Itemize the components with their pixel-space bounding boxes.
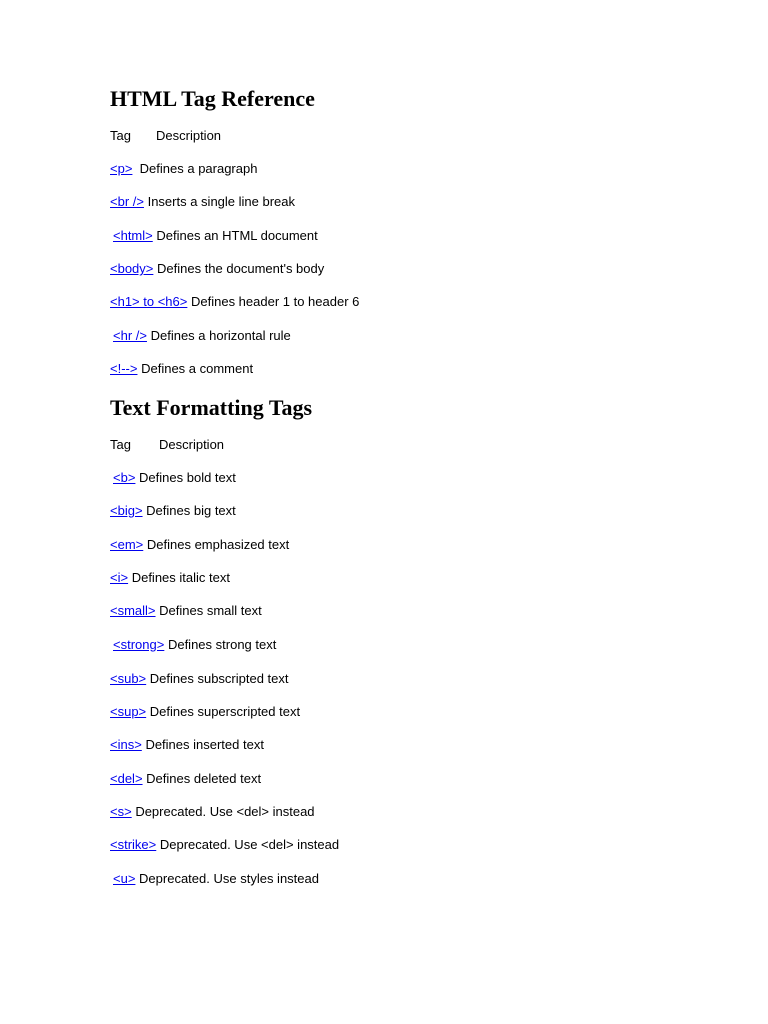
tag-link[interactable]: <b> xyxy=(113,470,136,485)
tag-row xyxy=(110,227,318,245)
tag-link[interactable]: <sup> xyxy=(110,704,147,719)
tag-row xyxy=(110,736,264,754)
tag-link[interactable]: <strong> xyxy=(113,637,165,652)
tag-row xyxy=(110,670,289,688)
tag-link[interactable]: <p> xyxy=(110,161,133,176)
tag-link[interactable]: <big> xyxy=(110,503,143,518)
tag-link[interactable]: <h1> to <h6> xyxy=(110,294,188,309)
tag-description: Defines deleted text xyxy=(146,771,262,786)
tag-link[interactable]: <sub> xyxy=(110,671,147,686)
tag-row xyxy=(110,193,295,211)
tag-row xyxy=(110,160,257,178)
tag-description: Defines superscripted text xyxy=(149,704,301,719)
tag-row xyxy=(110,360,253,378)
tag-description: Deprecated. Use styles instead xyxy=(139,871,319,886)
tag-description: Deprecated. Use <del> instead xyxy=(135,804,315,819)
column-header-tag: Tag xyxy=(110,437,131,452)
column-header-description: Description xyxy=(156,128,222,143)
tag-row xyxy=(110,602,262,620)
column-header-row xyxy=(110,127,221,145)
column-header-row xyxy=(110,436,224,454)
tag-description: Defines a horizontal rule xyxy=(150,328,291,343)
tag-description: Defines header 1 to header 6 xyxy=(190,294,360,309)
column-header-tag: Tag xyxy=(110,128,131,143)
tag-row xyxy=(110,870,319,888)
tag-description: Defines small text xyxy=(159,603,262,618)
tag-row xyxy=(110,703,300,721)
tag-link[interactable]: <em> xyxy=(110,537,144,552)
tag-description: Defines emphasized text xyxy=(146,537,290,552)
tag-row xyxy=(110,803,315,821)
tag-link[interactable]: <html> xyxy=(113,228,153,243)
tag-description: Defines subscripted text xyxy=(149,671,289,686)
tag-row xyxy=(110,770,261,788)
tag-link[interactable]: <body> xyxy=(110,261,154,276)
tag-description: Defines bold text xyxy=(139,470,236,485)
tag-description: Defines a comment xyxy=(141,361,254,376)
tag-link[interactable]: <br /> xyxy=(110,194,144,209)
tag-description: Defines an HTML document xyxy=(156,228,318,243)
tag-description: Defines inserted text xyxy=(145,737,264,752)
tag-link[interactable]: <ins> xyxy=(110,737,142,752)
tag-link[interactable]: <del> xyxy=(110,771,143,786)
tag-link[interactable]: <small> xyxy=(110,603,156,618)
tag-row xyxy=(110,502,236,520)
tag-link[interactable]: <u> xyxy=(113,871,136,886)
tag-description: Defines big text xyxy=(146,503,236,518)
tag-row xyxy=(110,836,339,854)
tag-description: Defines strong text xyxy=(167,637,277,652)
tag-row xyxy=(110,536,289,554)
section-title-html-tag-reference: HTML Tag Reference xyxy=(110,86,315,111)
tag-row xyxy=(110,636,276,654)
tag-link[interactable]: <!--> xyxy=(110,361,138,376)
tag-row xyxy=(110,327,291,345)
tag-row xyxy=(110,293,359,311)
section-title-text-formatting-tags: Text Formatting Tags xyxy=(110,395,313,420)
column-header-description: Description xyxy=(159,437,225,452)
tag-link[interactable]: <hr /> xyxy=(113,328,147,343)
tag-row xyxy=(110,469,236,487)
tag-row xyxy=(110,569,230,587)
tag-description: Defines italic text xyxy=(131,570,230,585)
tag-link[interactable]: <s> xyxy=(110,804,132,819)
tag-description: Deprecated. Use <del> instead xyxy=(159,837,340,852)
tag-link[interactable]: <strike> xyxy=(110,837,157,852)
tag-description: Defines the document's body xyxy=(157,261,325,276)
tag-description: Defines a paragraph xyxy=(139,161,258,176)
tag-link[interactable]: <i> xyxy=(110,570,129,585)
tag-description: Inserts a single line break xyxy=(147,194,296,209)
tag-row xyxy=(110,260,324,278)
